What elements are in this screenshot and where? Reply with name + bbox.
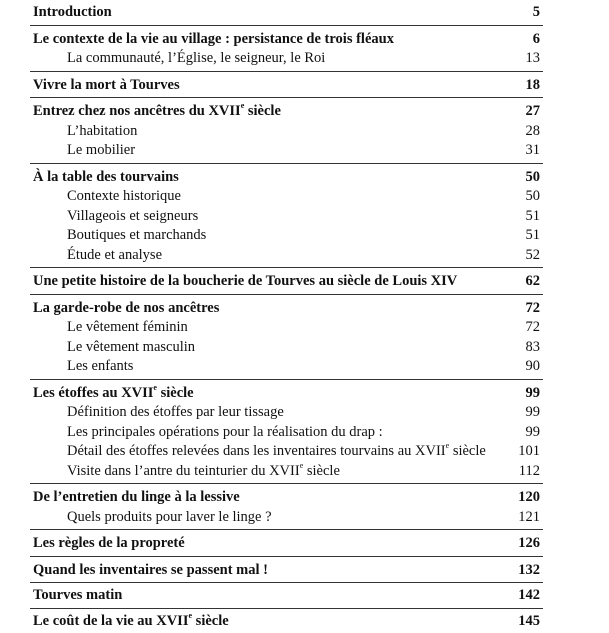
page-number: 112	[519, 462, 540, 482]
subentry-title: Visite dans l’antre du teinturier du XVII	[67, 463, 300, 479]
toc-subentry	[30, 187, 543, 207]
century-superscript: e	[300, 461, 304, 470]
page-number: 101	[518, 442, 540, 462]
toc-section	[30, 164, 543, 269]
chapter-title: Vivre la mort à Tourves	[33, 77, 180, 93]
toc-section	[30, 26, 543, 72]
chapter-title: Une petite histoire de la boucherie de Tourves au siècle de Louis XIV	[33, 273, 457, 289]
toc-subentry	[30, 357, 543, 377]
page-number: 72	[526, 318, 541, 338]
subentry-title: Boutiques et marchands	[67, 227, 206, 243]
page-number: 121	[518, 508, 540, 528]
toc-subentry	[30, 246, 543, 266]
page-number: 62	[526, 272, 541, 292]
toc-chapter	[30, 3, 543, 23]
subentry-title: Étude et analyse	[67, 247, 162, 263]
page-number: 72	[526, 299, 541, 319]
toc-chapter	[30, 168, 543, 188]
page-number: 120	[518, 488, 540, 508]
subentry-title: Le vêtement féminin	[67, 319, 188, 335]
toc-chapter	[30, 534, 543, 554]
chapter-title: La garde-robe de nos ancêtres	[33, 300, 219, 316]
page-number: 52	[526, 246, 541, 266]
toc-subentry	[30, 141, 543, 161]
page-number: 28	[526, 122, 541, 142]
chapter-title: Tourves matin	[33, 587, 122, 603]
page-number: 126	[518, 534, 540, 554]
subentry-title: Détail des étoffes relevées dans les inventaires tourvains au XVII	[67, 443, 446, 459]
toc-subentry	[30, 508, 543, 528]
page-number: 90	[526, 357, 541, 377]
toc-subentry	[30, 403, 543, 423]
page-number: 145	[518, 612, 540, 632]
century-superscript: e	[188, 611, 192, 620]
page-number: 132	[518, 561, 540, 581]
title-suffix: siècle	[192, 613, 229, 629]
page-number: 51	[526, 226, 541, 246]
toc-chapter	[30, 612, 543, 632]
toc-subentry	[30, 226, 543, 246]
page-number: 142	[518, 586, 540, 606]
page-number: 50	[526, 187, 541, 207]
chapter-title: Le contexte de la vie au village : persistance de trois fléaux	[33, 31, 394, 47]
chapter-title: Les étoffes au XVII	[33, 385, 153, 401]
toc-chapter	[30, 384, 543, 404]
page-number: 18	[526, 76, 541, 96]
toc-subentry	[30, 442, 543, 462]
chapter-title: Introduction	[33, 4, 112, 20]
toc-section	[30, 609, 543, 633]
title-suffix: siècle	[244, 103, 281, 119]
page-number: 99	[526, 403, 541, 423]
chapter-title: Le coût de la vie au XVII	[33, 613, 188, 629]
page-number: 5	[533, 3, 540, 23]
subentry-title: Le vêtement masculin	[67, 339, 195, 355]
page-number: 50	[526, 168, 541, 188]
subentry-title: Définition des étoffes par leur tissage	[67, 404, 284, 420]
subentry-title: Les enfants	[67, 358, 133, 374]
toc-section	[30, 530, 543, 557]
title-suffix: siècle	[157, 385, 194, 401]
page-number: 51	[526, 207, 541, 227]
toc-chapter	[30, 272, 543, 292]
toc-chapter	[30, 488, 543, 508]
chapter-title: À la table des tourvains	[33, 169, 179, 185]
toc-chapter	[30, 30, 543, 50]
toc-chapter	[30, 586, 543, 606]
toc-subentry	[30, 423, 543, 443]
toc-section	[30, 295, 543, 380]
subentry-title: Contexte historique	[67, 188, 181, 204]
title-suffix: siècle	[303, 463, 340, 479]
toc-chapter	[30, 102, 543, 122]
chapter-title: Les règles de la propreté	[33, 535, 185, 551]
page-number: 13	[526, 49, 541, 69]
toc-subentry	[30, 338, 543, 358]
toc-section	[30, 0, 543, 26]
page-number: 31	[526, 141, 541, 161]
toc-subentry	[30, 49, 543, 69]
toc-subentry	[30, 318, 543, 338]
chapter-title: De l’entretien du linge à la lessive	[33, 489, 240, 505]
toc-section	[30, 557, 543, 584]
toc-section	[30, 484, 543, 530]
toc-chapter	[30, 299, 543, 319]
page-number: 83	[526, 338, 541, 358]
subentry-title: La communauté, l’Église, le seigneur, le Roi	[67, 50, 325, 66]
century-superscript: e	[446, 441, 450, 450]
century-superscript: e	[153, 383, 157, 392]
subentry-title: Quels produits pour laver le linge ?	[67, 509, 272, 525]
toc-chapter	[30, 76, 543, 96]
toc-section	[30, 380, 543, 485]
toc-subentry	[30, 122, 543, 142]
toc-subentry	[30, 462, 543, 482]
chapter-title: Entrez chez nos ancêtres du XVII	[33, 103, 241, 119]
page-number: 99	[526, 423, 541, 443]
toc-section	[30, 268, 543, 295]
subentry-title: Le mobilier	[67, 142, 135, 158]
toc-subentry	[30, 207, 543, 227]
chapter-title: Quand les inventaires se passent mal !	[33, 562, 268, 578]
page-number: 99	[526, 384, 541, 404]
subentry-title: Villageois et seigneurs	[67, 208, 198, 224]
toc-section	[30, 583, 543, 609]
toc-section	[30, 72, 543, 99]
subentry-title: L’habitation	[67, 123, 137, 139]
page-number: 27	[526, 102, 541, 122]
subentry-title: Les principales opérations pour la réalisation du drap :	[67, 424, 383, 440]
page-number: 6	[533, 30, 540, 50]
toc-chapter	[30, 561, 543, 581]
century-superscript: e	[241, 101, 245, 110]
title-suffix: siècle	[449, 443, 486, 459]
toc-section	[30, 98, 543, 164]
